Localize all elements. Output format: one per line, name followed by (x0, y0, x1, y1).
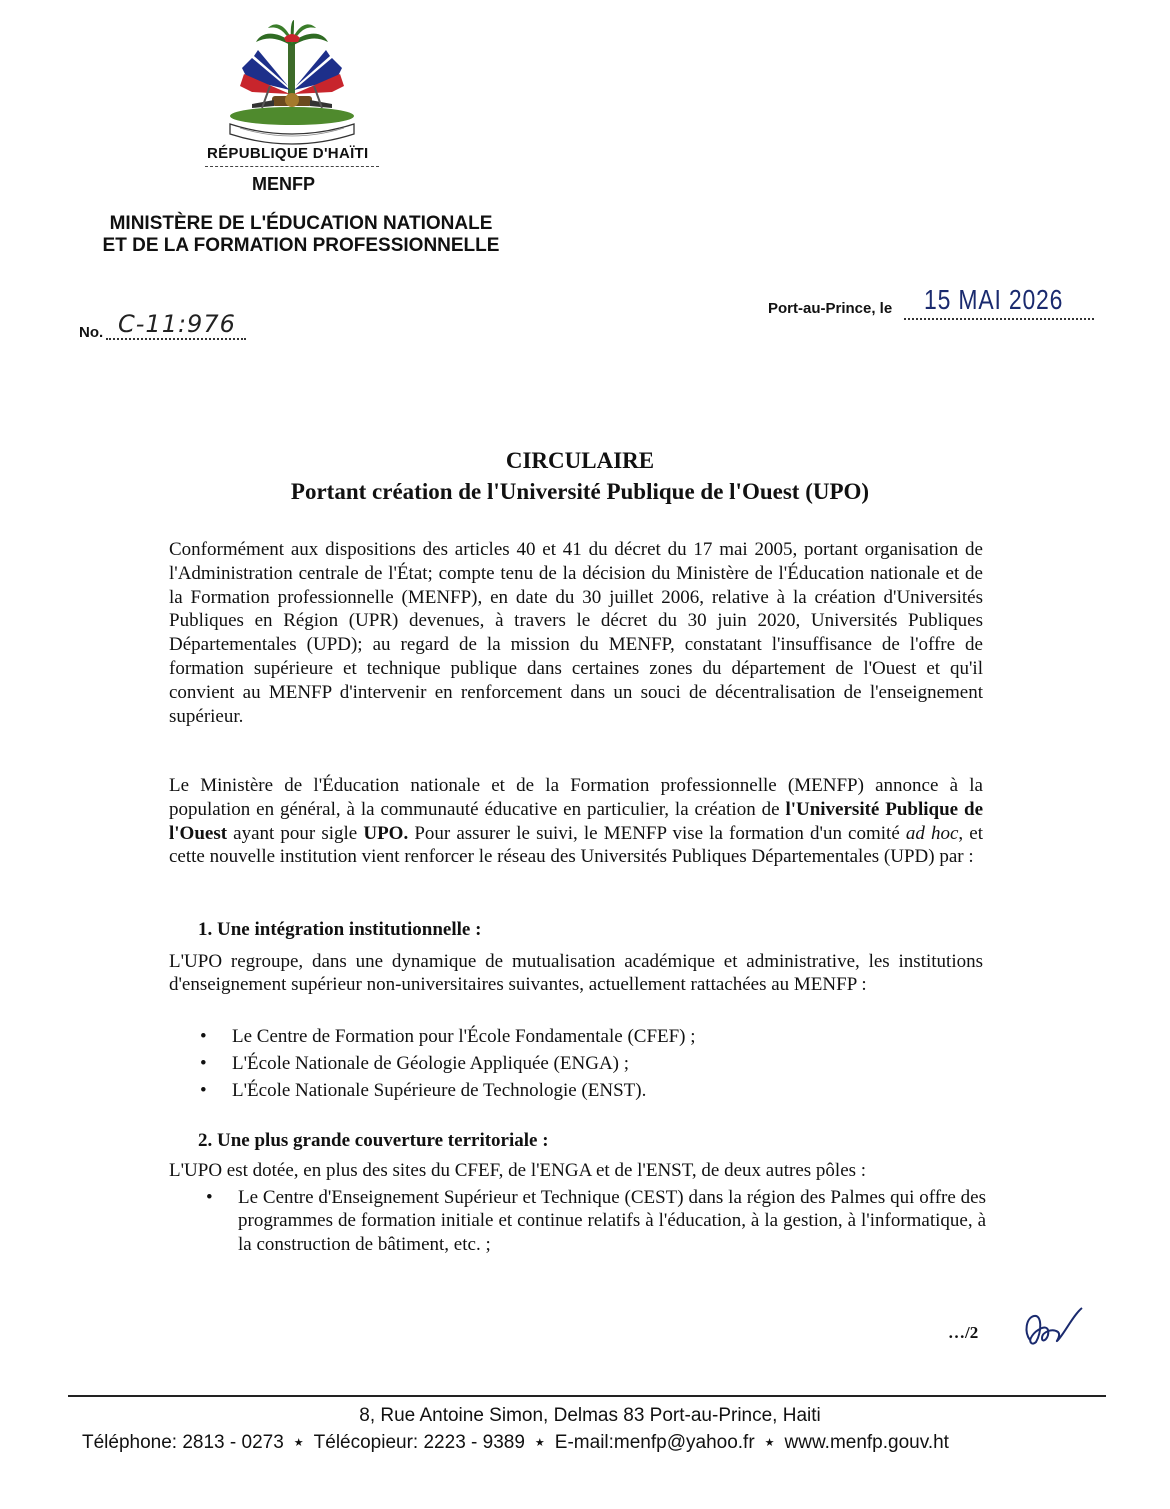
list-item-text: L'École Nationale de Géologie Appliquée (ENGA) ; (232, 1053, 630, 1074)
place-label: Port-au-Prince, le (768, 300, 893, 317)
ministry-line-1: MINISTÈRE DE L'ÉDUCATION NATIONALE (109, 213, 493, 234)
footer-divider (68, 1395, 1106, 1397)
list-item-text: L'École Nationale Supérieure de Technologie (ENST). (232, 1080, 647, 1101)
paragraph-1: Conformément aux dispositions des articles 40 et 41 du décret du 17 mai 2005, portant organisation de l'Administration centrale de l'État; compte tenu de la décision du Ministère de l'Éducation nationale et de la Formation professionnelle (MENFP), en date du 30 juillet 2006, relative à la création d'Universités Publiques en Région (UPR) devenues, à travers le décret du 30 juin 2020, Universités Publiques Départementales (UPD); au regard de la mission du MENFP, constatant l'insuffisance de l'offre de formation supérieure et technique publique dans certaines zones du département de l'Ouest et qu'il convient au MENFP d'intervenir en renforcement dans un souci de décentralisation de l'enseignement supérieur. (169, 539, 983, 727)
document-subtitle: Portant création de l'Université Publique de l'Ouest (UPO) (290, 479, 870, 504)
paragraph-2-part-3: Pour assurer le suivi, le MENFP vise la formation d'un comité (408, 822, 906, 844)
reference-number-dotted-line (106, 338, 246, 340)
page-continuation: …/2 (948, 1323, 979, 1342)
bullet-icon: • (200, 1080, 207, 1101)
republic-label: RÉPUBLIQUE D'HAÏTI (207, 145, 369, 162)
star-separator-icon: ★ (534, 1437, 545, 1450)
bullet-icon: • (200, 1053, 207, 1074)
haiti-coat-of-arms-icon (212, 20, 372, 145)
paragraph-2-part-2: ayant pour sigle (227, 822, 364, 844)
reference-number-value: C-11:976 (118, 310, 236, 338)
paragraph-2-part-4: , et cette nouvelle institution vient renforcer le réseau des Universités Publiques Départementales (UPD) par : (169, 822, 983, 868)
section-2-text: L'UPO est dotée, en plus des sites du CFEF, de l'ENGA et de l'ENST, de deux autres pôles : (169, 1160, 867, 1181)
handwritten-initials-icon (1018, 1302, 1088, 1352)
section-2-heading: 2. Une plus grande couverture territoriale : (198, 1130, 549, 1151)
date-dotted-line (904, 318, 1094, 320)
list-item-text: Le Centre de Formation pour l'École Fondamentale (CFEF) ; (232, 1026, 696, 1047)
footer-fax: Télécopieur: 2223 - 9389 (313, 1432, 525, 1453)
paragraph-2-italic: ad hoc (905, 822, 959, 844)
star-separator-icon: ★ (293, 1437, 304, 1450)
footer-contact-line (82, 1432, 949, 1454)
list-item-text: Le Centre d'Enseignement Supérieur et Technique (CEST) dans la région des Palmes qui offre des programmes de formation initiale et continue relatifs à l'éducation, à la gestion, à l'informatique, à la construction de bâtiment, etc. ; (238, 1187, 986, 1255)
paragraph-2-part-1: Le Ministère de l'Éducation nationale et de la Formation professionnelle (MENFP) annonce à la population en général, à la communauté éducative en particulier, la création de (169, 775, 983, 820)
ministry-line-2: ET DE LA FORMATION PROFESSIONNELLE (102, 235, 500, 256)
footer-email: E-mail:menfp@yahoo.fr (554, 1432, 755, 1453)
ministry-name (78, 213, 524, 257)
date-stamp: 15 MAI 2026 (924, 284, 1064, 315)
paragraph-2-bold-1: l'Université Publique de l'Ouest (169, 798, 984, 844)
ministry-acronym: MENFP (252, 174, 315, 194)
section-1-heading: 1. Une intégration institutionnelle : (198, 919, 482, 940)
bullet-icon: • (200, 1026, 207, 1047)
star-separator-icon: ★ (764, 1437, 775, 1450)
section-1-text: L'UPO regroupe, dans une dynamique de mutualisation académique et administrative, les institutions d'enseignement supérieur non-universitaires suivantes, actuellement rattachées au MENFP : (169, 951, 983, 995)
footer-address: 8, Rue Antoine Simon, Delmas 83 Port-au-Prince, Haiti (359, 1405, 821, 1426)
footer-website: www.menfp.gouv.ht (784, 1432, 949, 1453)
paragraph-2-bold-2: UPO. (363, 822, 409, 844)
document-title: CIRCULAIRE (505, 448, 655, 473)
republic-underline (205, 166, 379, 167)
bullet-icon: • (206, 1187, 213, 1208)
reference-number-label: No. (79, 324, 104, 341)
footer-telephone: Téléphone: 2813 - 0273 (82, 1432, 284, 1453)
paragraph-2 (169, 774, 983, 869)
